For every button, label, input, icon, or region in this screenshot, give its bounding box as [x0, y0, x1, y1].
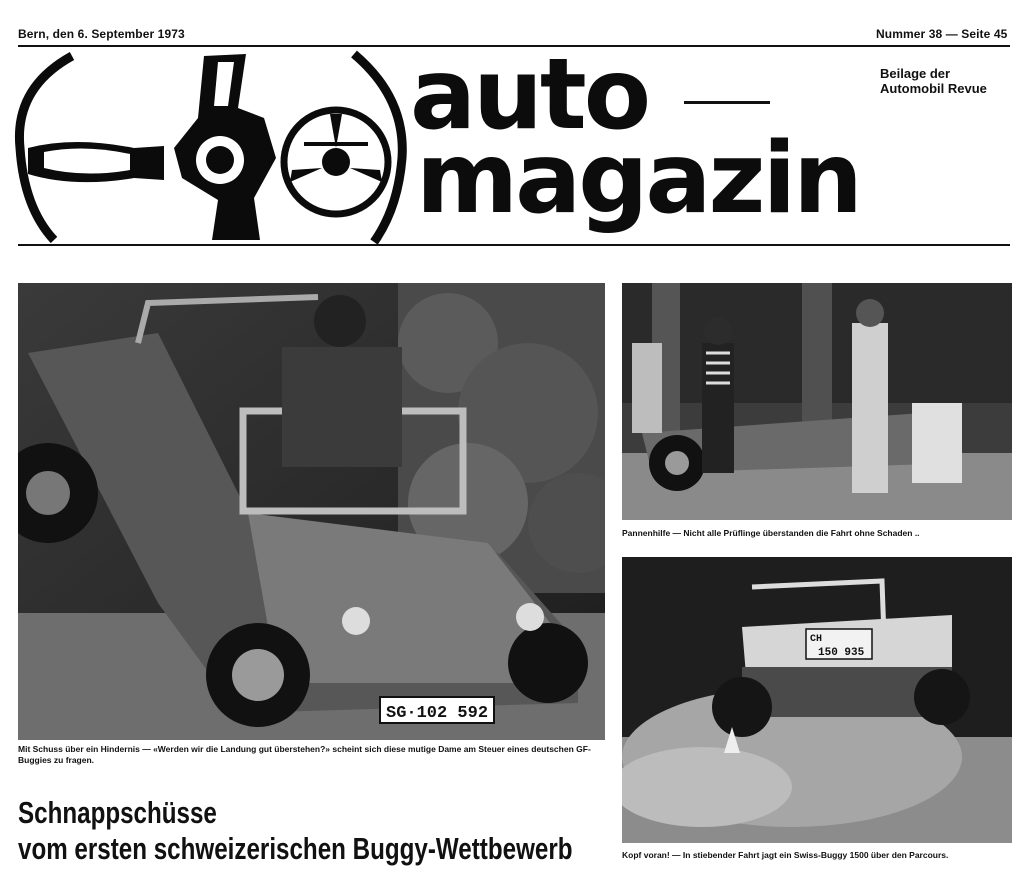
main-plate-text: SG·102 592 [386, 704, 489, 723]
top-right-photo-caption: Pannenhilfe — Nicht alle Prüflinge überstanden die Fahrt ohne Schaden .. [622, 528, 920, 538]
bottom-right-photo-caption: Kopf voran! — In stiebender Fahrt jagt ein Swiss-Buggy 1500 über den Parcours. [622, 850, 949, 860]
article-headline-line-2: vom ersten schweizerischen Buggy-Wettbewerb [18, 831, 573, 866]
logo-dash [684, 101, 770, 104]
supplement-line-1: Beilage der [880, 66, 951, 81]
main-photo-caption: Mit Schuss über ein Hindernis — «Werden wir die Landung gut überstehen?» scheint sich diese mutige Dame am Steuer eines deutschen GF-Buggies zu fragen. [18, 744, 591, 765]
top-right-photo-breakdown-help [622, 283, 1012, 520]
steering-wheel-logo-icon [14, 48, 414, 244]
logo-word-auto: auto [410, 38, 649, 152]
bottom-right-photo-swiss-buggy [622, 557, 1012, 843]
supplement-line-2: Automobil Revue [880, 81, 987, 96]
masthead-bottom-rule [18, 244, 1010, 246]
logo-word-magazin: magazin [416, 122, 860, 236]
main-photo-illustration [18, 283, 605, 740]
bottom-plate-line-2: 150 935 [818, 647, 865, 659]
bottom-plate-line-1: CH [810, 634, 823, 645]
supplement-note [880, 66, 987, 96]
article-headline-line-1: Schnappschüsse [18, 795, 217, 830]
bottom-right-photo-illustration [622, 557, 1012, 843]
issue-number: Nummer 38 — Seite 45 [876, 27, 1008, 41]
top-right-photo-illustration [622, 283, 1012, 520]
main-photo-buggy-jump [18, 283, 605, 740]
publication-date: Bern, den 6. September 1973 [18, 27, 185, 41]
